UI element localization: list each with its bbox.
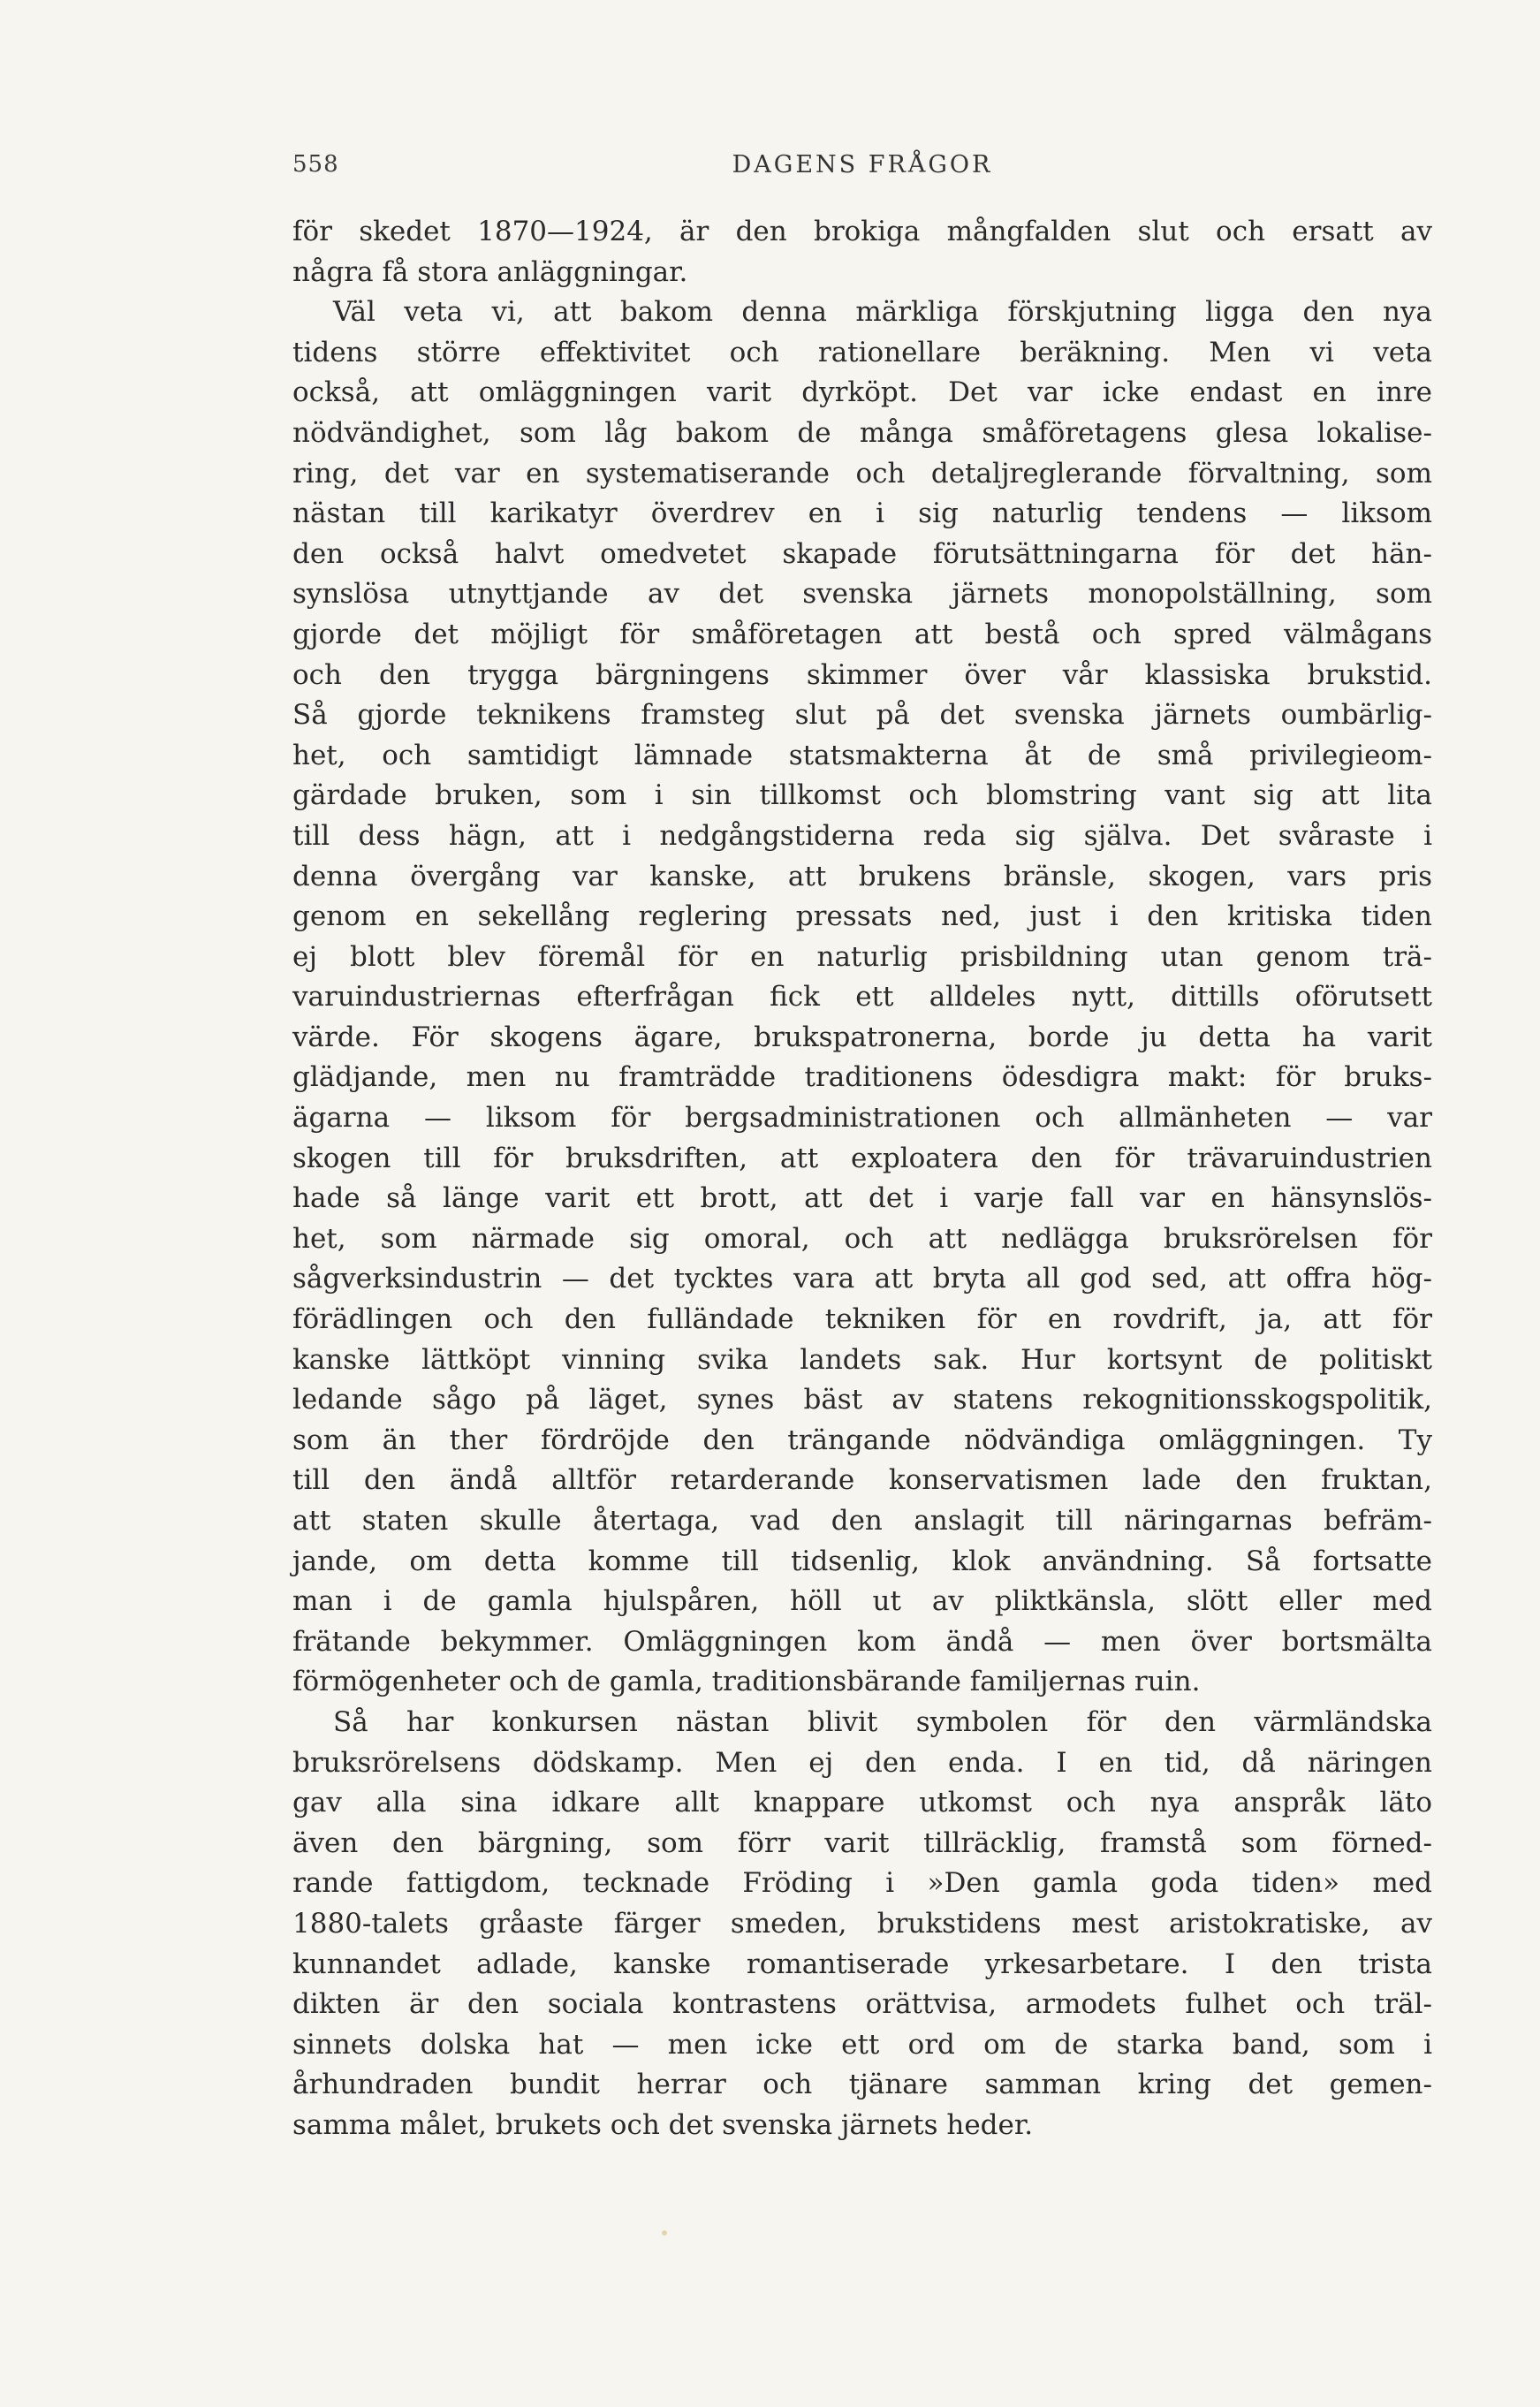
- text-line: synslösa utnyttjande av det svenska järnets monopolställning, som: [292, 578, 1432, 611]
- text-line: het, och samtidigt lämnade statsmakterna åt de små privilegieom-: [292, 739, 1432, 771]
- text-line: ägarna — liksom för bergsadministrationen och allmänheten — var: [292, 1102, 1432, 1135]
- text-line: att staten skulle återtaga, vad den anslagit till näringarnas befräm-: [292, 1505, 1432, 1537]
- text-line: tidens större effektivitet och rationellare beräkning. Men vi veta: [292, 336, 1432, 368]
- text-line: nödvändighet, som låg bakom de många småföretagens glesa lokalise-: [292, 416, 1432, 449]
- text-line: genom en sekellång reglering pressats ned, just i den kritiska tiden: [292, 900, 1432, 933]
- text-line: frätande bekymmer. Omläggningen kom ändå — men över bortsmälta: [292, 1625, 1432, 1658]
- text-line: förmögenheter och de gamla, traditionsbärande familjernas ruin.: [292, 1666, 1201, 1698]
- text-line: glädjande, men nu framträdde traditionens ödesdigra makt: för bruks-: [292, 1061, 1432, 1094]
- text-line: även den bärgning, som förr varit tillräcklig, framstå som förned-: [292, 1826, 1432, 1859]
- text-line: som än ther fördröjde den trängande nödvändiga omläggningen. Ty: [292, 1424, 1432, 1456]
- text-line: förädlingen och den fulländade tekniken för en rovdrift, ja, att för: [292, 1303, 1432, 1336]
- page-number: 558: [292, 151, 339, 178]
- page-header: [292, 151, 1432, 186]
- text-line: till den ändå alltför retarderande konservatismen lade den fruktan,: [292, 1464, 1432, 1497]
- text-line: kanske lättköpt vinning svika landets sak. Hur kortsynt de politiskt: [292, 1343, 1432, 1376]
- text-line: sinnets dolska hat — men icke ett ord om de starka band, som i: [292, 2028, 1432, 2061]
- text-line: bruksrörelsens dödskamp. Men ej den enda. I en tid, då näringen: [292, 1746, 1432, 1779]
- text-line: rande fattigdom, tecknade Fröding i »Den gamla goda tiden» med: [292, 1867, 1432, 1900]
- text-line: nästan till karikatyr överdrev en i sig naturlig tendens — liksom: [292, 497, 1432, 530]
- text-line: skogen till för bruksdriften, att exploatera den för trävaruindustrien: [292, 1142, 1432, 1174]
- text-line: den också halvt omedvetet skapade förutsättningarna för det hän-: [292, 537, 1432, 570]
- text-line: för skedet 1870—1924, är den brokiga mångfalden slut och ersatt av: [292, 216, 1432, 247]
- text-line: till dess hägn, att i nedgångstiderna reda sig själva. Det svåraste i: [292, 819, 1432, 852]
- text-line: het, som närmade sig omoral, och att nedlägga bruksrörelsen för: [292, 1222, 1432, 1255]
- text-line: sågverksindustrin — det tycktes vara att bryta all god sed, att offra hög-: [292, 1263, 1432, 1295]
- text-line: Så gjorde teknikens framsteg slut på det svenska järnets oumbärlig-: [292, 699, 1432, 732]
- text-line: varuindustriernas efterfrågan fick ett alldeles nytt, dittills oförutsett: [292, 981, 1432, 1014]
- text-line: ledande sågo på läget, synes bäst av statens rekognitionsskogspolitik,: [292, 1384, 1432, 1416]
- text-line: man i de gamla hjulspåren, höll ut av pliktkänsla, slött eller med: [292, 1585, 1432, 1618]
- text-line: gav alla sina idkare allt knappare utkomst och nya anspråk läto: [292, 1787, 1432, 1819]
- text-line: denna övergång var kanske, att brukens bränsle, skogen, vars pris: [292, 860, 1432, 892]
- body-text: [292, 212, 1432, 2146]
- text-line: samma målet, brukets och det svenska järnets heder.: [292, 2108, 1034, 2141]
- text-line: 1880-talets gråaste färger smeden, brukstidens mest aristokratiske, av: [292, 1907, 1432, 1940]
- paper-speck: [662, 2230, 667, 2236]
- text-line: ej blott blev föremål för en naturlig prisbildning utan genom trä-: [292, 940, 1432, 973]
- text-line: Så har konkursen nästan blivit symbolen för den värmländska: [333, 1705, 1432, 1738]
- text-line: gjorde det möjligt för småföretagen att bestå och spred välmågans: [292, 618, 1432, 650]
- text-line: dikten är den sociala kontrastens orättvisa, armodets fulhet och träl-: [292, 1988, 1432, 2021]
- text-line: Väl veta vi, att bakom denna märkliga förskjutning ligga den nya: [333, 296, 1432, 329]
- text-line: ring, det var en systematiserande och detaljreglerande förvaltning, som: [292, 457, 1432, 490]
- text-line: några få stora anläggningar.: [292, 255, 688, 288]
- text-line: och den trygga bärgningens skimmer över vår klassiska brukstid.: [292, 658, 1432, 691]
- text-line: värde. För skogens ägare, brukspatronerna, borde ju detta ha varit: [292, 1021, 1432, 1053]
- text-line: gärdade bruken, som i sin tillkomst och blomstring vant sig att lita: [292, 779, 1432, 812]
- text-line: jande, om detta komme till tidsenlig, klok användning. Så fortsatte: [292, 1545, 1432, 1577]
- text-line: kunnandet adlade, kanske romantiserade yrkesarbetare. I den trista: [292, 1948, 1432, 1980]
- running-head: DAGENS FRÅGOR: [732, 151, 993, 178]
- text-line: också, att omläggningen varit dyrköpt. Det var icke endast en inre: [292, 376, 1432, 409]
- text-line: hade så länge varit ett brott, att det i varje fall var en hänsynslös-: [292, 1182, 1432, 1215]
- text-line: århundraden bundit herrar och tjänare samman kring det gemen-: [292, 2069, 1432, 2101]
